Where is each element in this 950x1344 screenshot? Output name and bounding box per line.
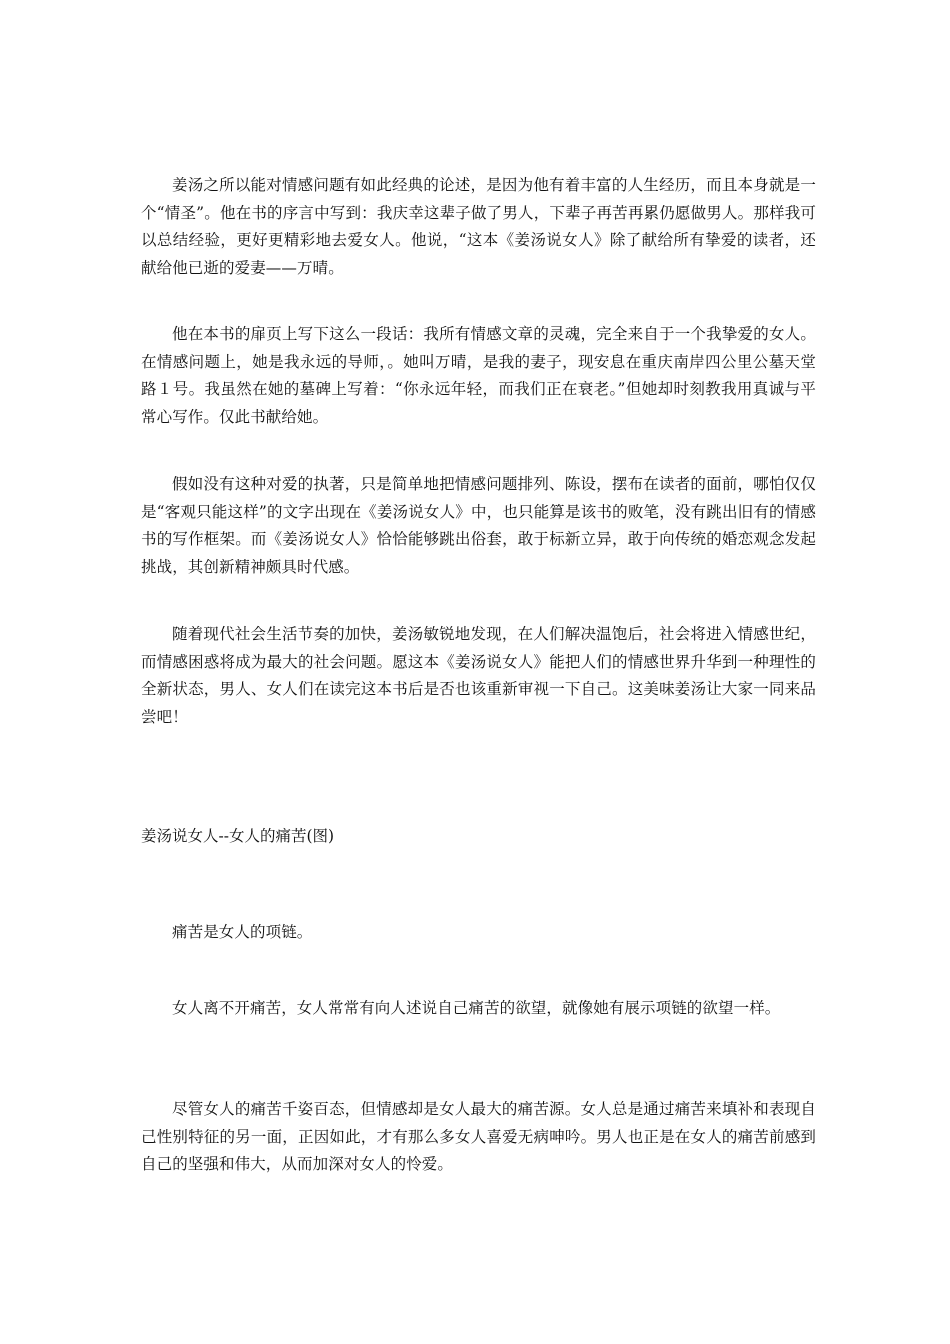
- paragraph-innovation: 假如没有这种对爱的执著，只是简单地把情感问题排列、陈设，摆布在读者的面前，哪怕仅仅是“客观只能这样”的文字出现在《姜汤说女人》中，也只能算是该书的败笔，没有跳出旧有的情感书的写作框架。而《姜汤说女人》恰恰能够跳出俗套，敢于标新立异，敢于向传统的婚恋观念发起挑战，其创新精神颇具时代感。: [141, 475, 816, 577]
- paragraph-conclusion: 随着现代社会生活节奏的加快，姜汤敏锐地发现，在人们解决温饱后，社会将进入情感世纪，而情感困惑将成为最大的社会问题。愿这本《姜汤说女人》能把人们的情感世界升华到一种理性的全新状态，男人、女人们在读完这本书后是否也该重新审视一下自己。这美味姜汤让大家一同来品尝吧！: [141, 625, 816, 727]
- paragraph-intro: 姜汤之所以能对情感问题有如此经典的论述，是因为他有着丰富的人生经历，而且本身就是一个“情圣”。他在书的序言中写到：我庆幸这辈子做了男人，下辈子再苦再累仍愿做男人。那样我可以总结经验，更好更精彩地去爱女人。他说，“这本《姜汤说女人》除了献给所有挚爱的读者，还献给他已逝的爱妻——万晴。: [141, 176, 816, 278]
- paragraph-pain-source: 尽管女人的痛苦千姿百态，但情感却是女人最大的痛苦源。女人总是通过痛苦来填补和表现自己性别特征的另一面，正因如此，才有那么多女人喜爱无病呻吟。男人也正是在女人的痛苦前感到自己的坚强和伟大，从而加深对女人的怜爱。: [141, 1100, 816, 1174]
- paragraph-necklace: 痛苦是女人的项链。: [172, 923, 313, 941]
- paragraph-pain-desire: 女人离不开痛苦，女人常常有向人述说自己痛苦的欲望，就像她有展示项链的欲望一样。: [172, 999, 781, 1017]
- paragraph-dedication: 他在本书的扉页上写下这么一段话：我所有情感文章的灵魂，完全来自于一个我挚爱的女人。在情感问题上，她是我永远的导师，。她叫万晴，是我的妻子，现安息在重庆南岸四公里公墓天堂路１号。我虽然在她的墓碑上写着：“你永远年轻，而我们正在衰老。”但她却时刻教我用真诚与平常心写作。仅此书献给她。: [141, 325, 816, 427]
- section-title: 姜汤说女人--女人的痛苦(图): [141, 827, 335, 845]
